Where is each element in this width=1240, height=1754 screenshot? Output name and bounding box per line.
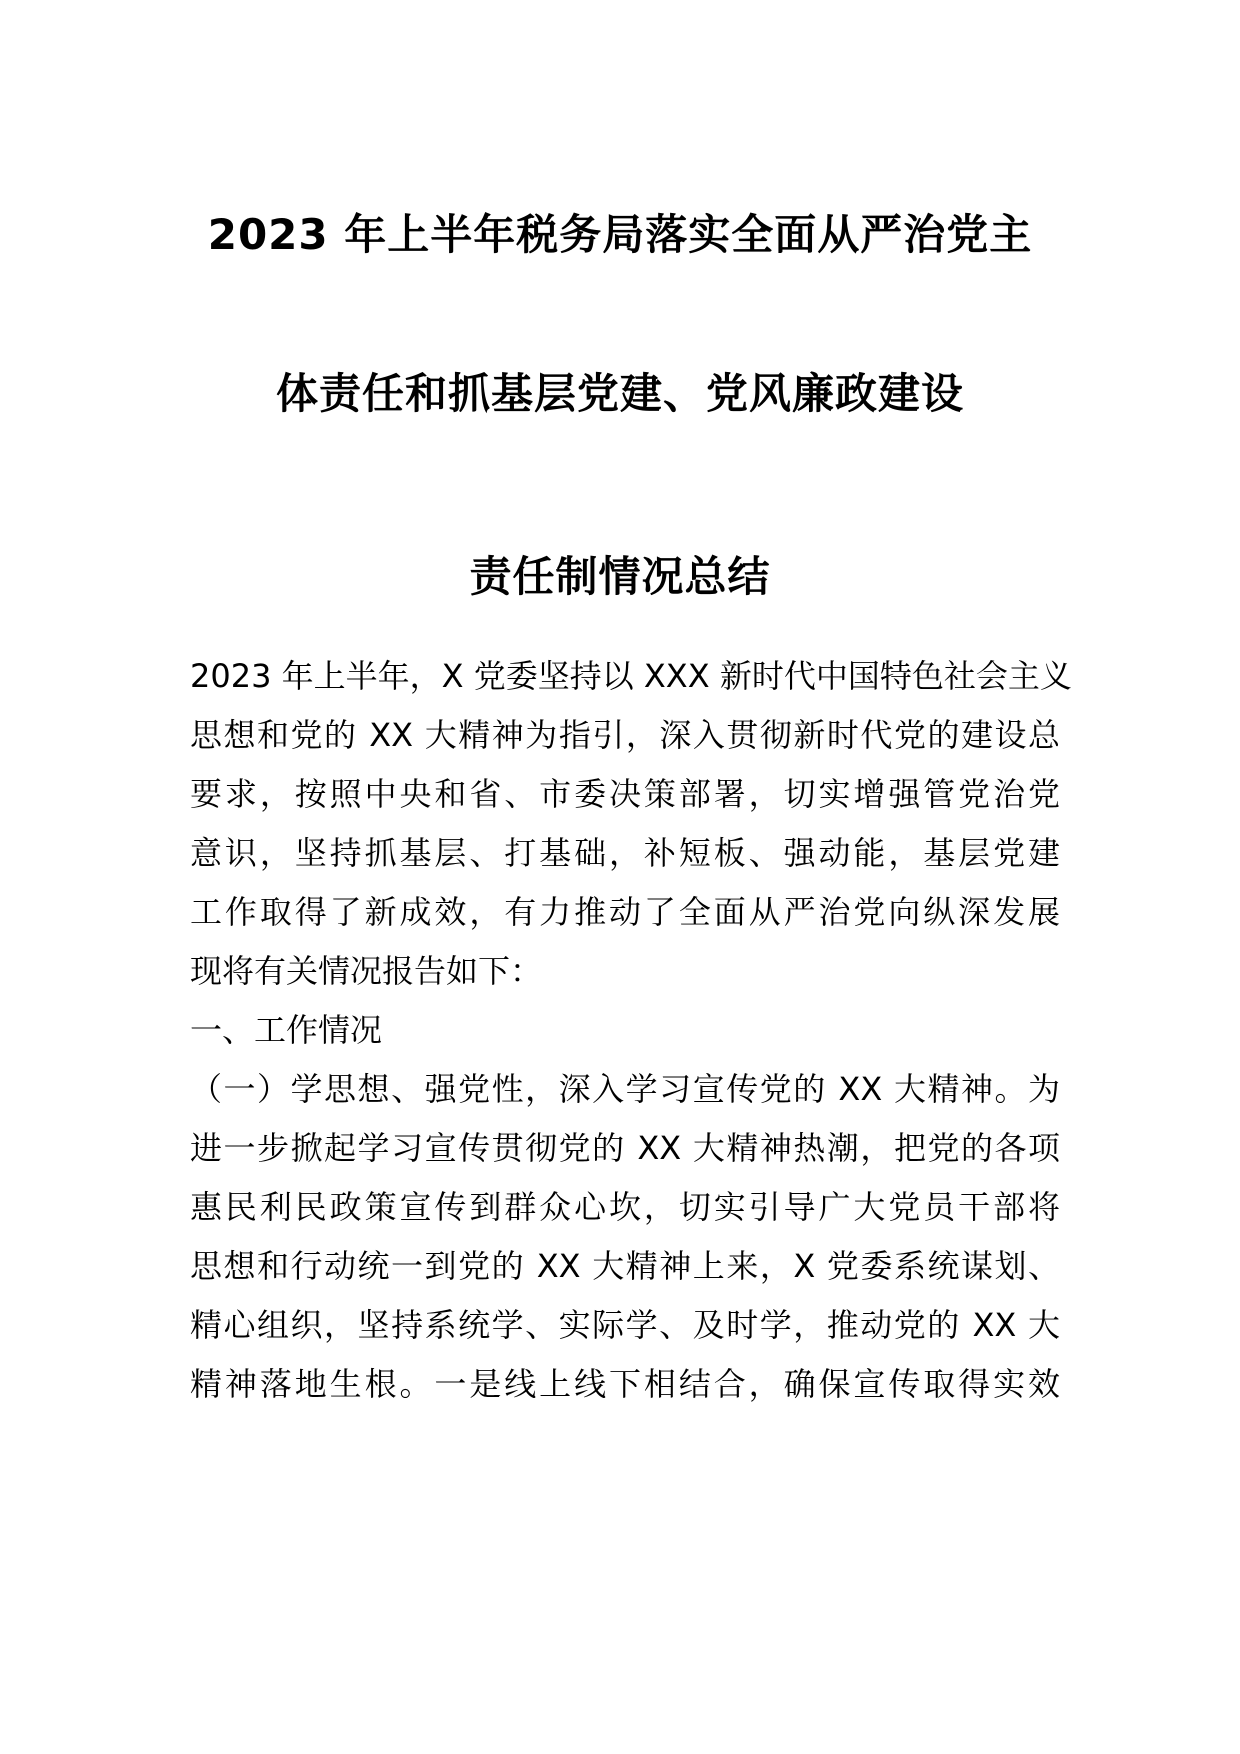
title-line-1: 2023 年上半年税务局落实全面从严治党主 [207,210,1033,259]
body-line-3: 要求，按照中央和省、市委决策部署，切实增强管党治党 [190,775,1060,813]
body-line-2: 思想和党的 XX 大精神为指引，深入贯彻新时代党的建设总 [190,716,1060,754]
body-line-4: 意识，坚持抓基层、打基础，补短板、强动能，基层党建 [190,834,1060,872]
body-line-5: 工作取得了新成效，有力推动了全面从严治党向纵深发展 [190,893,1060,931]
body-line-8: （一）学思想、强党性，深入学习宣传党的 XX 大精神。为 [190,1070,1060,1108]
body-line-13: 精神落地生根。一是线上线下相结合，确保宣传取得实效 [190,1365,1060,1403]
body-line-11: 思想和行动统一到党的 XX 大精神上来，X 党委系统谋划、 [190,1247,1060,1285]
body-line-6: 现将有关情况报告如下： [190,952,543,990]
body-line-10: 惠民利民政策宣传到群众心坎，切实引导广大党员干部将 [190,1188,1060,1226]
section-heading: 一、工作情况 [190,1011,383,1049]
title-line-2: 体责任和抓基层党建、党风廉政建设 [275,369,964,418]
body-line-1: 2023 年上半年，X 党委坚持以 XXX 新时代中国特色社会主义 [190,657,1072,695]
title-line-3: 责任制情况总结 [469,552,771,601]
body-line-9: 进一步掀起学习宣传贯彻党的 XX 大精神热潮，把党的各项 [190,1129,1060,1167]
body-line-12: 精心组织，坚持系统学、实际学、及时学，推动党的 XX 大 [190,1306,1060,1344]
